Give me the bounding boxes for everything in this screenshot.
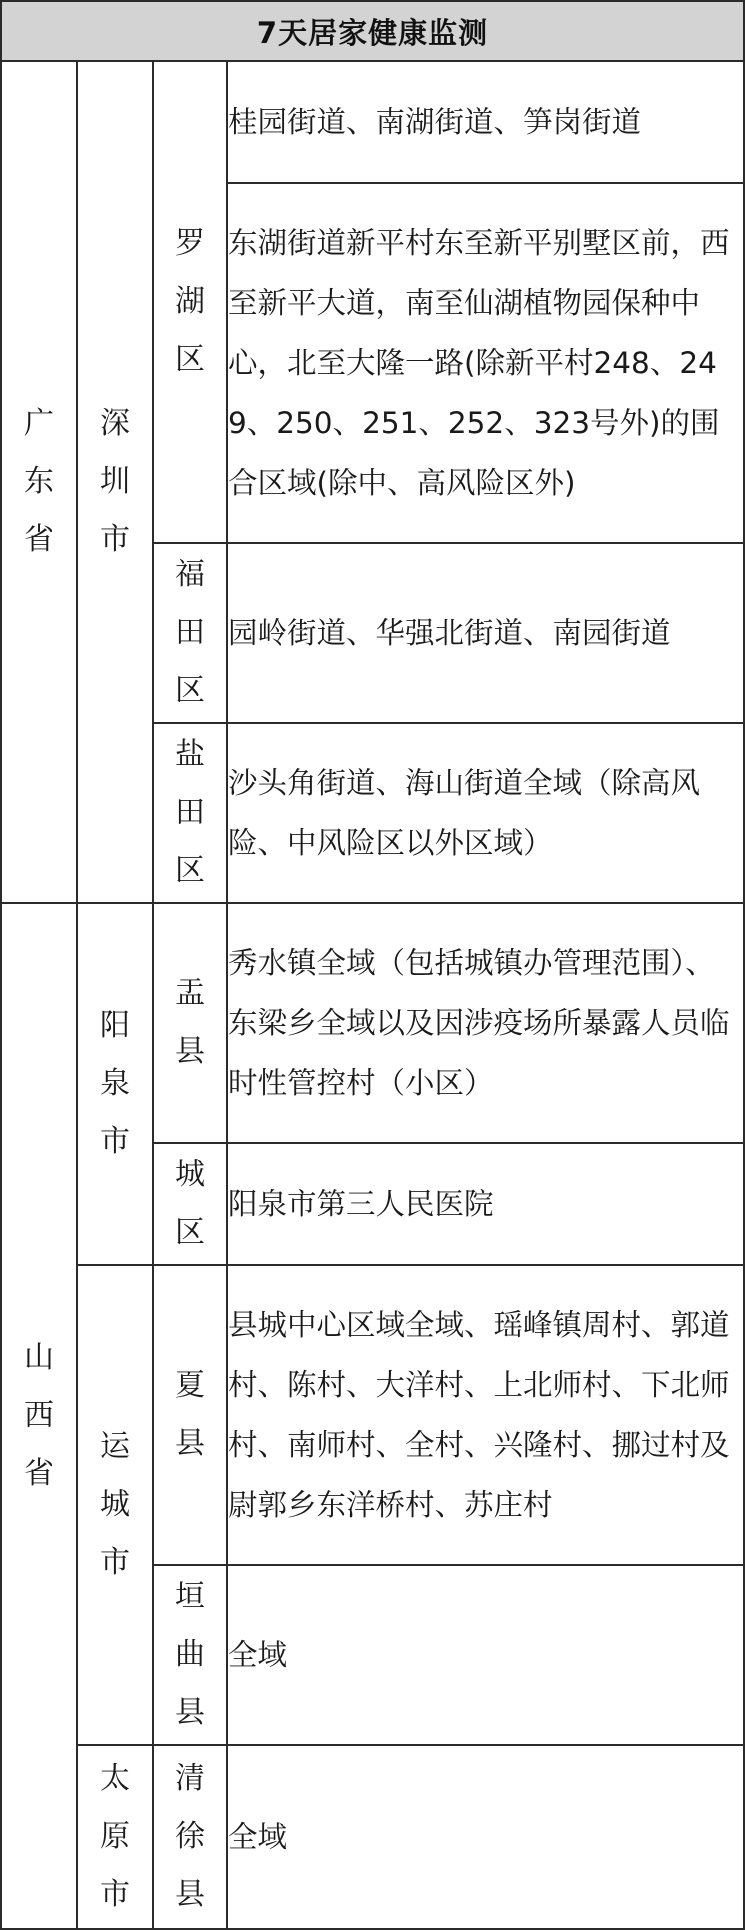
district-qingxu: 清徐县 (175, 1761, 205, 1912)
table-row (1, 61, 744, 183)
table-title: 7天居家健康监测 (1, 1, 744, 61)
city-cell (77, 1745, 153, 1929)
district-chengqu: 城区 (175, 1157, 205, 1250)
area-qingxu: 全域 (227, 1745, 744, 1929)
district-cell (153, 543, 227, 723)
area-luohu-2: 东湖街道新平村东至新平别墅区前，西至新平大道，南至仙湖植物园保种中心，北至大隆一路(除新平村248、249、250、251、252、323号外)的围合区域(除中、高风险区外) (227, 183, 744, 543)
table-row (1, 1745, 744, 1929)
district-yuxian: 盂县 (175, 976, 205, 1069)
city-taiyuan: 太原市 (100, 1761, 130, 1912)
district-cell (153, 1565, 227, 1745)
title-row (1, 1, 744, 61)
table-row (1, 903, 744, 1143)
district-cell (153, 1143, 227, 1265)
city-cell (77, 61, 153, 903)
district-cell (153, 1265, 227, 1565)
area-chengqu: 阳泉市第三人民医院 (227, 1143, 744, 1265)
district-futian: 福田区 (175, 557, 205, 708)
district-yantian: 盐田区 (175, 737, 205, 888)
district-yuanqu: 垣曲县 (175, 1579, 205, 1730)
city-cell (77, 1265, 153, 1745)
province-guangdong: 广东省 (24, 406, 54, 557)
area-futian: 园岭街道、华强北街道、南园街道 (227, 543, 744, 723)
district-luohu: 罗湖区 (175, 226, 205, 377)
area-xiaxian: 县城中心区域全域、瑶峰镇周村、郭道村、陈村、大洋村、上北师村、下北师村、南师村、全村、兴隆村、挪过村及尉郭乡东洋桥村、苏庄村 (227, 1265, 744, 1565)
city-shenzhen: 深圳市 (100, 406, 130, 557)
district-cell (153, 61, 227, 543)
city-cell (77, 903, 153, 1265)
district-cell (153, 1745, 227, 1929)
province-cell (1, 61, 77, 903)
district-cell (153, 903, 227, 1143)
city-yuncheng: 运城市 (100, 1429, 130, 1580)
area-yantian: 沙头角街道、海山街道全域（除高风险、中风险区以外区域） (227, 723, 744, 903)
province-cell (1, 903, 77, 1929)
city-yangquan: 阳泉市 (100, 1008, 130, 1159)
province-shanxi: 山西省 (24, 1340, 54, 1491)
table-row (1, 1265, 744, 1565)
area-luohu-1: 桂园街道、南湖街道、笋岗街道 (227, 61, 744, 183)
district-xiaxian: 夏县 (175, 1368, 205, 1461)
district-cell (153, 723, 227, 903)
area-yuanqu: 全域 (227, 1565, 744, 1745)
area-yuxian: 秀水镇全域（包括城镇办管理范围）、东梁乡全域以及因涉疫场所暴露人员临时性管控村（小区） (227, 903, 744, 1143)
